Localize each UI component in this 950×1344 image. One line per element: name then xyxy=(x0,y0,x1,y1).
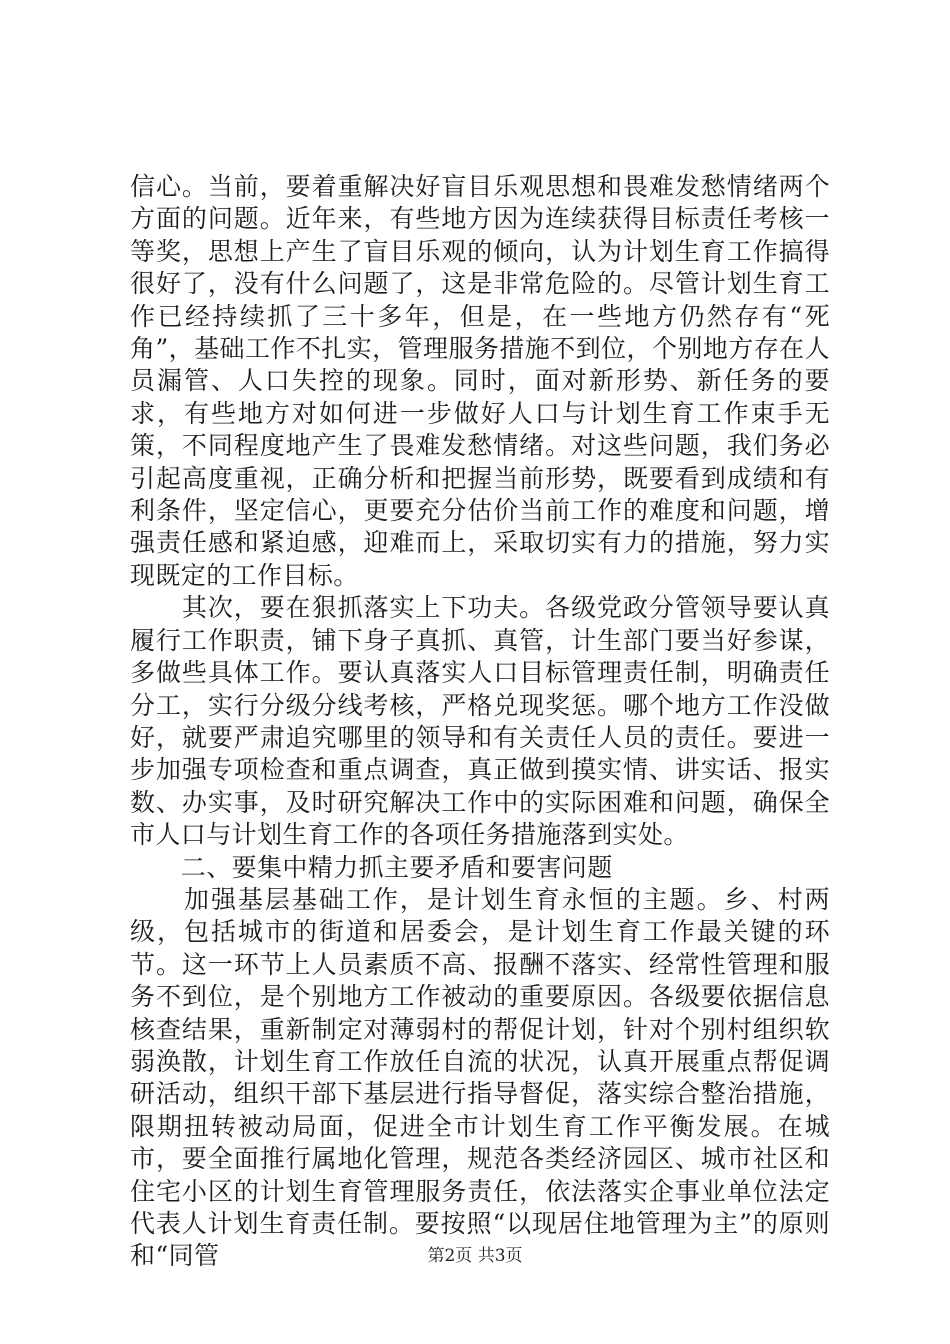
page-number-footer: 第2页 共3页 xyxy=(427,1246,523,1266)
paragraph-confidence: 信心。当前，要着重解决好盲目乐观思想和畏难发愁情绪两个方面的问题。近年来，有些地方因为连续获得目标责任考核一等奖，思想上产生了盲目乐观的倾向，认为计划生育工作搞得很好了，没有什么问题了，这是非常危险的。尽管计划生育工作已经持续抓了三十多年，但是，在一些地方仍然存有“死角”，基础工作不扎实，管理服务措施不到位，个别地方存在人员漏管、人口失控的现象。同时，面对新形势、新任务的要求，有些地方对如何进一步做好人口与计划生育工作束手无策，不同程度地产生了畏难发愁情绪。对这些问题，我们务必引起高度重视，正确分析和把握当前形势，既要看到成绩和有利条件，坚定信心，更要充分估价当前工作的难度和问题，增强责任感和紧迫感，迎难而上，采取切实有力的措施，努力实现既定的工作目标。 xyxy=(130,172,830,590)
document-body xyxy=(130,171,830,1273)
section-heading-2: 二、要集中精力抓主要矛盾和要害问题 xyxy=(130,852,613,882)
paragraph-implementation: 其次，要在狠抓落实上下功夫。各级党政分管领导要认真履行工作职责，铺下身子真抓、真管，计生部门要当好参谋，多做些具体工作。要认真落实人口目标管理责任制，明确责任分工，实行分级分线考核，严格兑现奖惩。哪个地方工作没做好，就要严肃追究哪里的领导和有关责任人员的责任。要进一步加强专项检查和重点调查，真正做到摸实情、讲实话、报实数、办实事，及时研究解决工作中的实际困难和问题，确保全市人口与计划生育工作的各项任务措施落到实处。 xyxy=(130,593,830,850)
paragraph-grassroots: 加强基层基础工作，是计划生育永恒的主题。乡、村两级，包括城市的街道和居委会，是计划生育工作最关键的环节。这一环节上人员素质不高、报酬不落实、经常性管理和服务不到位，是个别地方工作被动的重要原因。各级要依据信息核查结果，重新制定对薄弱村的帮促计划，针对个别村组织软弱涣散，计划生育工作放任自流的状况，认真开展重点帮促调研活动，组织干部下基层进行指导督促，落实综合整治措施，限期扭转被动局面，促进全市计划生育工作平衡发展。在城市，要全面推行属地化管理，规范各类经济园区、城市社区和住宅小区的计划生育管理服务责任，依法落实企事业单位法定代表人计划生育责任制。要按照“以现居住地管理为主”的原则和“同管 xyxy=(130,884,830,1271)
